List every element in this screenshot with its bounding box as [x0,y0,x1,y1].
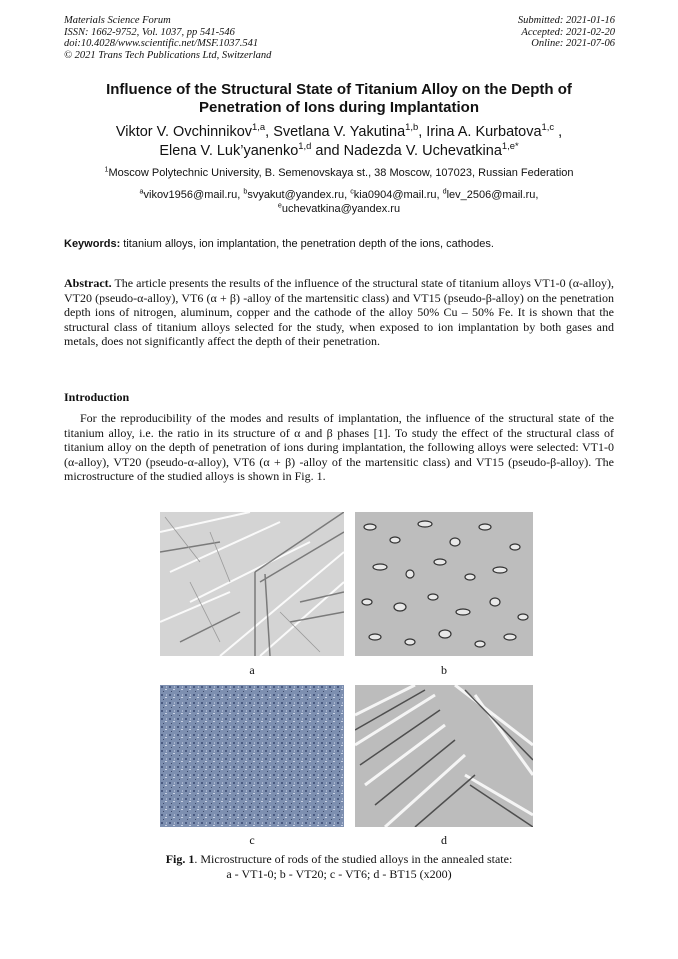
journal-doi: doi:10.4028/www.scientific.net/MSF.1037.541 [64,38,259,49]
journal-issn: ISSN: 1662-9752, Vol. 1037, pp 541-546 [64,26,235,38]
keywords-text: titanium alloys, ion implantation, the penetration depth of the ions, cathodes. [120,238,494,250]
figure-caption-line2: a - VT1-0; b - VT20; c - VT6; d - BT15 (x200) [226,867,452,881]
affiliation-text: Moscow Polytechnic University, B. Semenovskaya st., 38 Moscow, 107023, Russian Federation [108,167,574,179]
keywords-label: Keywords: [64,238,121,250]
panel-label-a: a [249,663,255,677]
panel-label-d: d [441,833,447,847]
date-accepted: Accepted: 2021-02-20 [521,26,615,38]
author-name: Irina A. Kurbatova [426,124,542,140]
figure-caption [64,852,614,882]
figure-panel-a [160,512,344,656]
date-online: Online: 2021-07-06 [531,38,615,49]
journal-name: Materials Science Forum [64,15,171,26]
author-sep: and [311,143,344,159]
author-sep: , [265,124,274,140]
micrograph-d-image [355,685,533,827]
figure-caption-line1: . Microstructure of rods of the studied alloys in the annealed state: [194,852,513,866]
author-list [64,123,614,161]
author-sep: , [554,124,563,140]
figure-panel-d [355,685,533,827]
email-sup: d [442,187,447,196]
author-sep: , [418,124,427,140]
email-sup: a [139,187,144,196]
email-link[interactable]: svyakut@yandex.ru, [247,189,351,201]
abstract-text: The article presents the results of the influence of the structural state of titanium alloys VT1-0 (α-alloy), VT20 (pseudo-α-alloy), VT6 (α + β) -alloy of the martensitic class) and VT15 (pseudo-β-alloy) on the penetration depth ions of nitrogen, aluminum, copper and the cathode of the alloy 50% Cu – 50% Fe. It is shown that the structural class of titanium alloys selected for the study, when exposed to ion implantation by both gases and metals, does not significantly affect the depth of their penetration. [64,276,614,348]
abstract [64,276,614,349]
author-sup: 1,c [541,121,555,133]
figure-panel-c [160,685,344,827]
abstract-label: Abstract. [64,276,112,290]
author-name: Viktor V. Ovchinnikov [115,124,253,140]
affiliation-sup: 1 [104,165,109,174]
affiliation [64,166,614,180]
figure-caption-label: Fig. 1 [165,852,195,866]
author-sup: 1,d [298,140,312,152]
paper-title: Influence of the Structural State of Titanium Alloy on the Depth of Penetration of Ions during Implantation [106,81,572,116]
email-sup: b [243,187,248,196]
journal-header [64,15,271,61]
section-heading-introduction: Introduction [64,390,130,404]
email-link[interactable]: uchevatkina@yandex.ru [281,203,401,215]
panel-label-b: b [441,663,447,677]
journal-copyright: © 2021 Trans Tech Publications Ltd, Switzerland [64,49,272,61]
email-link[interactable]: kia0904@mail.ru, [353,189,443,201]
author-name: Svetlana V. Yakutina [273,124,406,140]
micrograph-a-image [160,512,344,656]
email-list [84,188,594,216]
author-sup: 1,b [405,121,419,133]
keywords [64,237,614,251]
date-submitted: Submitted: 2021-01-16 [517,15,615,26]
introduction-paragraph: For the reproducibility of the modes and results of implantation, the influence of the structural state of the titanium alloy, i.e. the ratio in its structure of α and β phases [1]. To study the effect of the structural class of titanium alloy on the depth of penetration of ions during implantation, the following alloys were selected: VT1-0 (α-alloy), VT20 (pseudo-α-alloy), VT6 (α + β) -alloy of the martensitic class) and VT15 (pseudo-β-alloy). The microstructure of the studied alloys is shown in Fig. 1. [64,411,614,483]
author-sup: 1,e* [501,140,519,152]
figure-panel-b [355,512,533,656]
micrograph-c-image [160,685,344,827]
author-name: Nadezda V. Uchevatkina [343,143,502,159]
email-link[interactable]: vikov1956@mail.ru, [143,189,244,201]
micrograph-b-image [355,512,533,656]
author-sup: 1,a [252,121,266,133]
panel-label-c: c [249,833,255,847]
dates-header [518,15,615,50]
email-sup: c [350,187,354,196]
author-name: Elena V. Luk’yanenko [159,143,299,159]
email-sup: e [277,201,282,210]
email-link[interactable]: lev_2506@mail.ru, [446,189,539,201]
